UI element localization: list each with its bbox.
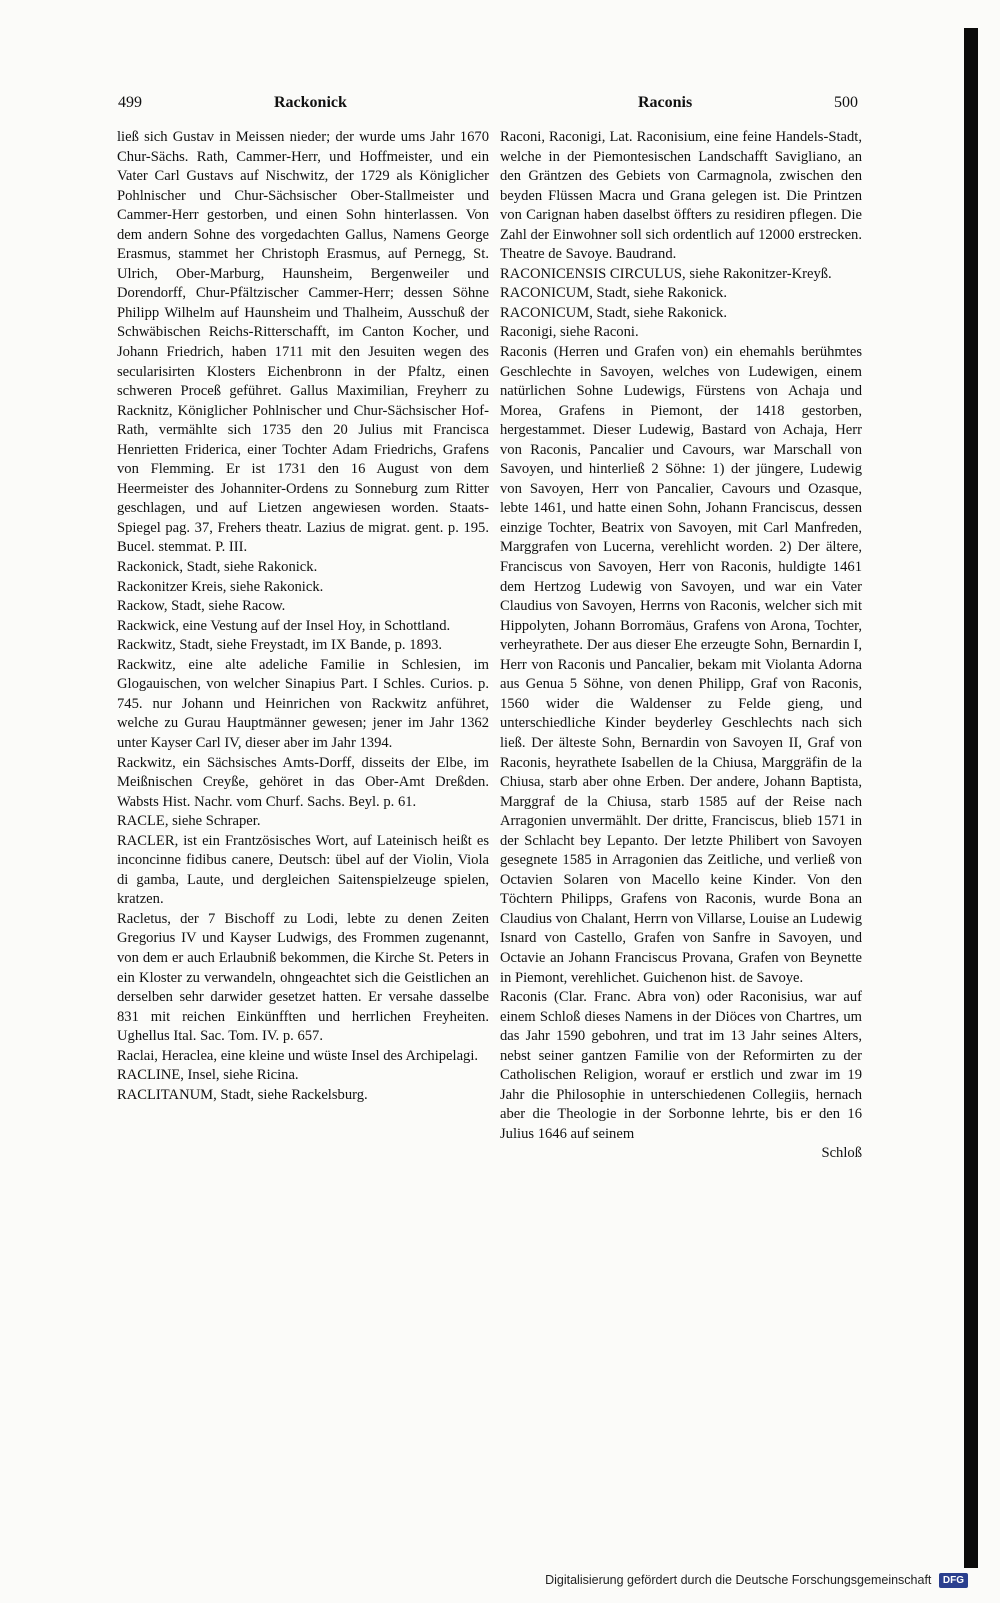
entry-paragraph: Racletus, der 7 Bischoff zu Lodi, lebte zu denen Zeiten Gregorius IV und Kayser Ludwigs, des Frommen zugenannt, von dem er auch Erlaubniß bekommen, die Kirche St. Peters in ein Kloster zu verwandeln, ohngeachtet sich die Geistlichen an derselben sehr darwider gesetzet hatten. Er versahe dasselbe 831 mit reichen Einkünfften und herrlichen Freyheiten. Ughellus Ital. Sac. Tom. IV. p. 657. bbox=[117, 910, 489, 1045]
entry-paragraph: Raconis (Clar. Franc. Abra von) oder Raconisius, war auf einem Schloß dieses Namens in der Diöces von Chartres, um das Jahr 1590 gebohren, und trat im 13 Jahr seines Alters, nebst seiner gantzen Familie von der Reformirten zu der Catholischen Religion, worauf er erstlich und zwar im 19 Jahr die Philosophie in unterschiedenen Collegiis, hernach aber die Theologie in der Sorbonne lehrte, bis er den 16 Julius 1646 auf seinem bbox=[500, 989, 862, 1142]
entry-paragraph: RACLITANUM, Stadt, siehe Rackelsburg. bbox=[117, 1086, 368, 1103]
entry-paragraph: RACONICUM, Stadt, siehe Rakonick. bbox=[500, 304, 728, 321]
footer-text: Digitalisierung gefördert durch die Deutsche Forschungsgemeinschaft bbox=[545, 1573, 932, 1587]
entry-paragraph: RACLE, siehe Schraper. bbox=[117, 813, 261, 830]
entry-paragraph: Rackwick, eine Vestung auf der Insel Hoy, in Schottland. bbox=[117, 617, 451, 634]
entry-paragraph: Raconis (Herren und Grafen von) ein ehemahls berühmtes Geschlechte in Savoyen, welches von Ludewigen, einem natürlichen Sohne Ludewigs, Fürstens von Achaja und Morea, Grafens in Piemont, der 1418 gestorben, hergestammet. Dieser Ludewig, Bastard von Achaja, Herr von Raconis, Pancalier und Cavours, war Marschall von Savoyen, und hinterließ 2 Söhne: 1) der jüngere, Ludewig von Savoyen, Herr von Pancalier, Cavours und Ozasque, lebte 1461, und hatte einen Sohn, Johann Franciscus, dessen einzige Tochter, Beatrix von Savoyen, mit Carl Manfreden, Marggrafen von Lucerna, verehlicht worden. 2) Der ältere, Franciscus von Savoyen, Herr von Raconis, huldigte 1461 dem Hertzog Ludewig von Savoyen, und war ein Vater Claudius von Savoyen, Herrns von Raconis, welcher sich mit Hippolyten, Johann Borromäus, Grafens von Arona, Tochter, verheyrathete. Der aus dieser Ehe erzeugte Sohn, Bernardin I, Herr von Raconis und Pancalier, bekam mit Violanta Adorna aus Genua 5 Söhne, von denen Philipp, Graf von Raconis, 1560 wider die Waldenser zu Felde gieng, und unterschiedliche Kinder beyderley Geschlechts nach sich ließ. Der älteste Sohn, Bernardin von Savoyen II, Graf von Raconis, heyrathete Isabellen de la Chiusa, Marggräfin de la Chiusa, starb aber ohne Erben. Der andere, Johann Baptista, Marggraf de la Chiusa, starb 1585 auf der Reise nach Arragonien unvermählt. Der dritte, Franciscus, blieb 1571 in der Schlacht bey Lepanto. Der letzte Philibert von Savoyen gesegnete 1585 in Arragonien das Zeitliche, und verließ von Octavien Solaren von Macello keine Kinder. Von den Töchtern Philipps, Grafens von Raconis, wurde Bona an Claudius von Chalant, Herrn von Villarse, Louise an Ludewig Isnard von Castello, Grafen von Sanfre in Savoyen, und Octavie an Johann Franciscus Provana, Grafen von Beynette in Piemont, verehlichet. Guichenon hist. de Savoye. bbox=[500, 344, 863, 986]
right-column bbox=[500, 128, 862, 1164]
entry-paragraph: Raconi, Raconigi, Lat. Raconisium, eine feine Handels-Stadt, welche in der Piemontesischen Landschafft Savigliano, an den Gräntzen des Gebiets von Carmagnola, zwischen den beyden Flüssen Macra und Grana gelegen ist. Die Printzen von Carignan haben daselbst öffters zu residiren pflegen. Die Zahl der Einwohner soll sich ordentlich auf 12000 erstrecken. Theatre de Savoye. Baudrand. bbox=[500, 129, 862, 263]
running-head-left: Rackonick bbox=[274, 94, 347, 111]
entry-paragraph: RACLINE, Insel, siehe Ricina. bbox=[117, 1067, 299, 1084]
entry-paragraph: Rackonick, Stadt, siehe Rakonick. bbox=[117, 559, 318, 576]
entry-paragraph: RACONICUM, Stadt, siehe Rakonick. bbox=[500, 285, 728, 302]
entry-paragraph: RACONICENSIS CIRCULUS, siehe Rakonitzer-Kreyß. bbox=[500, 265, 832, 282]
dfg-logo: DFG bbox=[939, 1573, 968, 1588]
page-number-right: 500 bbox=[834, 94, 858, 111]
digitization-footer bbox=[545, 1573, 968, 1593]
catchword: Schloß bbox=[821, 1145, 862, 1162]
entry-paragraph: Rackow, Stadt, siehe Racow. bbox=[117, 598, 286, 615]
entry-paragraph: Raconigi, siehe Raconi. bbox=[500, 324, 639, 341]
entry-paragraph: Rackonitzer Kreis, siehe Rakonick. bbox=[117, 578, 324, 595]
entry-paragraph: Rackwitz, eine alte adeliche Familie in Schlesien, im Glogauischen, von welcher Sinapius Part. I Schles. Curios. p. 745. nur Johann und Heinrichen von Rackwitz anführet, welche zu Gurau Hauptmänner gewesen; jener im Jahr 1362 unter Kayser Carl IV, dieser aber im Jahr 1394. bbox=[117, 656, 489, 751]
left-column bbox=[117, 128, 489, 1105]
running-head-right: Raconis bbox=[638, 94, 693, 111]
scan-edge-shadow bbox=[964, 28, 978, 1568]
entry-paragraph: Rackwitz, ein Sächsisches Amts-Dorff, disseits der Elbe, im Meißnischen Creyße, gehöret in das Ober-Amt Dreßden. Wabsts Hist. Nachr. vom Churf. Sachs. Beyl. p. 61. bbox=[117, 754, 489, 810]
entry-paragraph: ließ sich Gustav in Meissen nieder; der wurde ums Jahr 1670 Chur-Sächs. Rath, Cammer-Herr, und Hoffmeister, und ein Vater Carl Gustavs auf Nischwitz, der 1729 als Königlicher Pohlnischer und Chur-Sächsischer Ober-Stallmeister und Cammer-Herr gestorben, und einen Sohn hinterlassen. Von dem andern Sohne des vorgedachten Gallus, Namens George Erasmus, stammet her Christoph Erasmus, auf Pernegg, St. Ulrich, Ober-Marburg, Haunsheim, Bergenweiler und Dorendorff, Chur-Pfältzischer Cammer-Herr; dessen Söhne Philipp Wilhelm auf Haunsheim und Thalheim, Ausschuß der Schwäbischen Reichs-Ritterschafft, im Canton Kocher, und Johann Friedrich, haben 1711 mit den Jesuiten wegen des secularisirten Klosters Eichenbronn in der Pfaltz, einen schweren Proceß geführet. Gallus Maximilian, Freyherr zu Racknitz, Königlicher Pohlnischer und Chur-Sächsischer Hof-Rath, vermählte sich 1735 den 20 Julius mit Francisca Henrietten Friderica, einer Tochter Adam Friedrichs, Grafens von Flemming. Er ist 1731 den 16 August von dem Heermeister des Johanniter-Ordens zu Sonneburg zum Ritter geschlagen, und auf Lietzen angewiesen worden. Staats-Spiegel pag. 37, Frehers theatr. Lazius de migrat. gent. p. 195. Bucel. stemmat. P. III. bbox=[117, 129, 489, 556]
entry-paragraph: Rackwitz, Stadt, siehe Freystadt, im IX Bande, p. 1893. bbox=[117, 637, 443, 654]
entry-paragraph: Raclai, Heraclea, eine kleine und wüste Insel des Archipelagi. bbox=[117, 1047, 479, 1064]
page-number-left: 499 bbox=[118, 94, 142, 111]
page-header bbox=[118, 94, 858, 120]
entry-paragraph: RACLER, ist ein Frantzösisches Wort, auf Lateinisch heißt es inconcinne fidibus canere, Deutsch: übel auf der Violin, Viola di gamba, Laute, und dergleichen Saitenspielzeuge spielen, kratzen. bbox=[117, 832, 489, 908]
